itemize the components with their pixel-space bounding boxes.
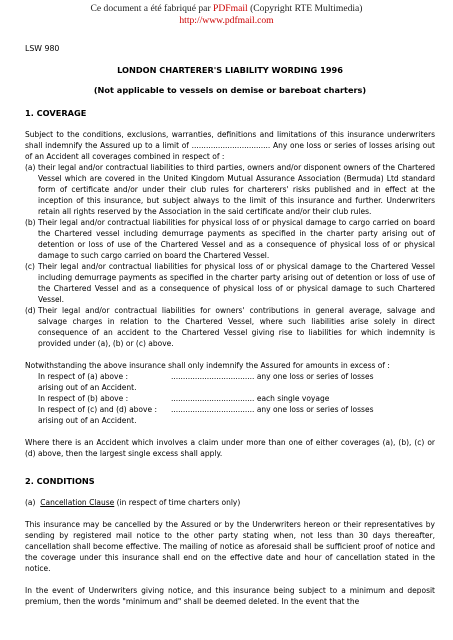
- banner-prefix: Ce document a été fabriqué par: [90, 3, 214, 14]
- coverage-item-text: their legal and/or contractual liabilities to third parties, owners and/or disponent owners of the Chartered Vessel which are covered in the United Kingdom Mutual Assurance Association (Bermuda) Ltd standard form of certificate and/or under their club rules for charterers' risks published and in effect at the inception of this insurance, but subject always to the limit of this insurance and further. Underwriters retain all rights reserved by the Association in the said certificate and/or their club rules.: [38, 163, 435, 216]
- coverage-item-b: [25, 217, 435, 261]
- document-subtitle: (Not applicable to vessels on demise or bareboat charters): [93, 85, 367, 95]
- coverage-item-label: (d): [25, 306, 36, 315]
- banner-url-link[interactable]: http://www.pdfmail.com: [179, 15, 274, 26]
- coverage-item-label: (a): [25, 163, 36, 172]
- cancellation-paragraph-1: This insurance may be cancelled by the Assured or by the Underwriters hereon or their representatives by sending by registered mail notice to the other party stating when, not less than 30 days thereafter, cancellation shall become effective. The mailing of notice as aforesaid shall be sufficient proof of notice and the coverage under this insurance shall end on the effective date and hour of cancellation stated in the notice.: [25, 520, 435, 573]
- deductible-label: In respect of (c) and (d) above :: [38, 405, 157, 414]
- banner-line-1: [0, 3, 453, 15]
- deductible-row: [25, 393, 435, 404]
- banner-suffix: (Copyright RTE Multimedia): [247, 3, 363, 14]
- coverage-item-a: [25, 162, 435, 217]
- deductible-label: In respect of (b) above :: [38, 394, 129, 403]
- deductible-amount: ................................... any one loss or series of losses: [171, 372, 374, 381]
- deductible-continuation: arising out of an Accident.: [38, 416, 137, 425]
- pdf-banner: [0, 3, 453, 27]
- coverage-intro: Subject to the conditions, exclusions, warranties, definitions and limitations of this insurance underwriters shall indemnify the Assured up to a limit of ................................. Any one loss or series of losses arising out of an Accident all coverages combined in respect of :: [25, 130, 435, 161]
- excess-intro: Notwithstanding the above insurance shall only indemnify the Assured for amounts in excess of :: [25, 361, 390, 370]
- accident-clause: Where there is an Accident which involves a claim under more than one of either coverages (a), (b), (c) or (d) above, then the largest single excess shall apply.: [25, 438, 435, 458]
- deductible-row: [25, 404, 435, 415]
- cancellation-paragraph-2: In the event of Underwriters giving notice, and this insurance being subject to a minimum and deposit premium, then the words "minimum and" shall be deemed deleted. In the event that the: [25, 586, 435, 606]
- document-code: LSW 980: [25, 44, 60, 53]
- pdfmail-link[interactable]: PDFmail: [213, 3, 248, 14]
- coverage-item-label: (b): [25, 218, 36, 227]
- coverage-item-text: Their legal and/or contractual liabilities for physical loss of or physical damage to the Chartered Vessel including demurrage payments as specified in the charter party arising out of detention or loss of use of the Chartered Vessel and as a consequence of physical loss of or physical damage to such Chartered Vessel.: [38, 262, 435, 304]
- cancellation-clause-note: (in respect of time charters only): [114, 498, 241, 507]
- clause-label: (a): [25, 498, 36, 507]
- cancellation-clause-heading: [25, 497, 435, 508]
- section-2-heading: 2. CONDITIONS: [25, 476, 95, 486]
- deductibles-block: [25, 371, 435, 426]
- deductible-amount: ................................... each single voyage: [171, 394, 330, 403]
- document-page: [25, 43, 435, 607]
- coverage-item-text: Their legal and/or contractual liabilities for owners' contributions in general average, salvage and salvage charges in relation to the Chartered Vessel, where such liabilities arise solely in direct consequence of an accident to the Chartered Vessel giving rise to liabilities for which indemnity is provided under (a), (b) or (c) above.: [38, 306, 435, 348]
- cancellation-clause-title: Cancellation Clause: [40, 498, 115, 507]
- deductible-amount: ................................... any one loss or series of losses: [171, 405, 374, 414]
- deductible-row: [25, 371, 435, 382]
- section-1-heading: 1. COVERAGE: [25, 108, 87, 118]
- coverage-item-d: [25, 305, 435, 349]
- coverage-item-c: [25, 261, 435, 305]
- coverage-list: [25, 162, 435, 349]
- deductible-continuation: arising out of an Accident.: [38, 383, 137, 392]
- deductible-label: In respect of (a) above :: [38, 372, 128, 381]
- coverage-item-text: Their legal and/or contractual liabilities for physical loss of or physical damage to cargo carried on board the Chartered vessel including demurrage payments as specified in the charter party arising out of detention or loss of use of the Chartered Vessel and as a consequence of physical loss of or physical damage to such cargo carried on board the Chartered Vessel.: [38, 218, 435, 260]
- document-title: LONDON CHARTERER'S LIABILITY WORDING 1996: [117, 65, 343, 75]
- coverage-item-label: (c): [25, 262, 35, 271]
